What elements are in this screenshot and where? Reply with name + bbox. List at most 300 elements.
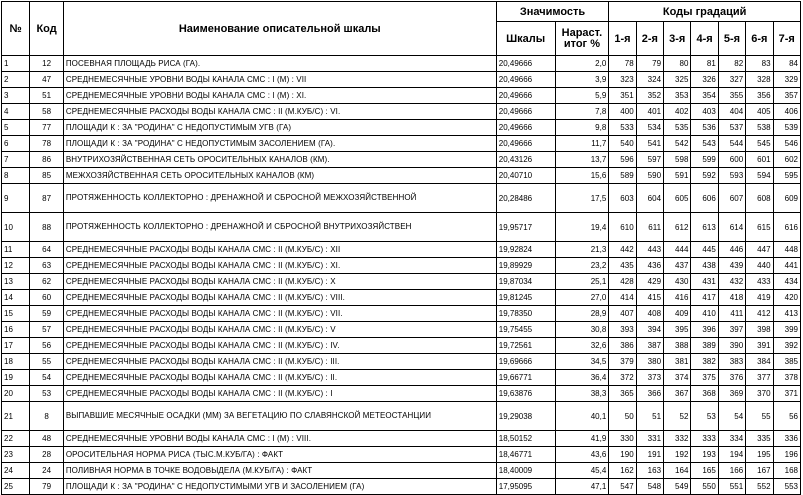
row-grade-5: 194	[718, 447, 745, 463]
row-grade-2: 191	[636, 447, 663, 463]
row-code: 79	[30, 479, 63, 495]
row-cumulative: 25,1	[555, 274, 609, 290]
row-grade-1: 323	[609, 72, 636, 88]
row-grade-2: 352	[636, 88, 663, 104]
row-number: 5	[2, 120, 30, 136]
row-grade-1: 379	[609, 354, 636, 370]
row-grade-7: 329	[773, 72, 800, 88]
row-grade-5: 432	[718, 274, 745, 290]
row-code: 8	[30, 402, 63, 431]
table-row	[2, 447, 801, 463]
row-grade-5: 327	[718, 72, 745, 88]
row-grade-5: 614	[718, 213, 745, 242]
row-grade-6: 83	[746, 56, 773, 72]
row-scale-name: ПОЛИВНАЯ НОРМА В ТОЧКЕ ВОДОВЫДЕЛА (М.КУБ/ГА) : ФАКТ	[63, 463, 496, 479]
row-grade-2: 401	[636, 104, 663, 120]
row-number: 7	[2, 152, 30, 168]
row-grade-2: 366	[636, 386, 663, 402]
row-grade-6: 195	[746, 447, 773, 463]
row-grade-4: 354	[691, 88, 718, 104]
row-grade-7: 413	[773, 306, 800, 322]
row-grade-1: 393	[609, 322, 636, 338]
row-grade-1: 372	[609, 370, 636, 386]
row-grade-3: 325	[664, 72, 691, 88]
row-grade-3: 535	[664, 120, 691, 136]
row-cumulative: 15,6	[555, 168, 609, 184]
row-code: 24	[30, 463, 63, 479]
row-grade-5: 54	[718, 402, 745, 431]
row-cumulative: 13,7	[555, 152, 609, 168]
row-grade-6: 391	[746, 338, 773, 354]
row-grade-7: 56	[773, 402, 800, 431]
row-code: 85	[30, 168, 63, 184]
row-number: 25	[2, 479, 30, 495]
table-row	[2, 386, 801, 402]
row-number: 10	[2, 213, 30, 242]
row-grade-6: 615	[746, 213, 773, 242]
row-grade-7: 168	[773, 463, 800, 479]
row-grade-2: 541	[636, 136, 663, 152]
row-grade-5: 537	[718, 120, 745, 136]
row-grade-3: 374	[664, 370, 691, 386]
row-significance: 17,95095	[496, 479, 555, 495]
row-grade-2: 380	[636, 354, 663, 370]
row-grade-5: 418	[718, 290, 745, 306]
row-number: 21	[2, 402, 30, 431]
row-grade-1: 428	[609, 274, 636, 290]
row-code: 47	[30, 72, 63, 88]
row-cumulative: 41,9	[555, 431, 609, 447]
row-grade-6: 167	[746, 463, 773, 479]
row-scale-name: СРЕДНЕМЕСЯЧНЫЕ РАСХОДЫ ВОДЫ КАНАЛА СМС : II (М.КУБ/С) : IV.	[63, 338, 496, 354]
row-grade-6: 328	[746, 72, 773, 88]
row-grade-5: 334	[718, 431, 745, 447]
row-grade-1: 603	[609, 184, 636, 213]
row-cumulative: 7,8	[555, 104, 609, 120]
row-significance: 18,50152	[496, 431, 555, 447]
row-code: 64	[30, 242, 63, 258]
table-row	[2, 463, 801, 479]
row-grade-7: 441	[773, 258, 800, 274]
header-grade-1: 1-я	[609, 22, 636, 56]
row-grade-2: 597	[636, 152, 663, 168]
row-number: 23	[2, 447, 30, 463]
row-grade-4: 375	[691, 370, 718, 386]
row-grade-3: 416	[664, 290, 691, 306]
row-grade-4: 165	[691, 463, 718, 479]
row-grade-1: 414	[609, 290, 636, 306]
row-significance: 18,40009	[496, 463, 555, 479]
row-scale-name: ПОСЕВНАЯ ПЛОЩАДЬ РИСА (ГА).	[63, 56, 496, 72]
row-cumulative: 38,3	[555, 386, 609, 402]
row-grade-1: 589	[609, 168, 636, 184]
row-grade-6: 545	[746, 136, 773, 152]
row-number: 22	[2, 431, 30, 447]
row-grade-4: 550	[691, 479, 718, 495]
row-grade-7: 196	[773, 447, 800, 463]
row-number: 11	[2, 242, 30, 258]
row-grade-1: 442	[609, 242, 636, 258]
row-grade-6: 447	[746, 242, 773, 258]
row-scale-name: ПРОТЯЖЕННОСТЬ КОЛЛЕКТОРНО : ДРЕНАЖНОЙ И СБРОСНОЙ ВНУТРИХОЗЯЙСТВЕН	[63, 213, 496, 242]
table-row	[2, 184, 801, 213]
row-grade-3: 164	[664, 463, 691, 479]
row-grade-1: 407	[609, 306, 636, 322]
row-scale-name: ВНУТРИХОЗЯЙСТВЕННАЯ СЕТЬ ОРОСИТЕЛЬНЫХ КАНАЛОВ (КМ).	[63, 152, 496, 168]
row-grade-5: 166	[718, 463, 745, 479]
row-grade-7: 609	[773, 184, 800, 213]
row-grade-4: 81	[691, 56, 718, 72]
row-grade-5: 600	[718, 152, 745, 168]
header-num: №	[2, 2, 30, 56]
row-grade-1: 351	[609, 88, 636, 104]
row-grade-6: 55	[746, 402, 773, 431]
row-grade-4: 326	[691, 72, 718, 88]
row-cumulative: 3,9	[555, 72, 609, 88]
row-grade-4: 410	[691, 306, 718, 322]
row-grade-5: 593	[718, 168, 745, 184]
row-grade-2: 51	[636, 402, 663, 431]
row-grade-7: 357	[773, 88, 800, 104]
row-grade-3: 402	[664, 104, 691, 120]
table-row	[2, 136, 801, 152]
table-row	[2, 354, 801, 370]
table-row	[2, 88, 801, 104]
row-cumulative: 34,5	[555, 354, 609, 370]
row-grade-3: 612	[664, 213, 691, 242]
row-scale-name: ПЛОЩАДИ К : ЗА "РОДИНА" С НЕДОПУСТИМЫМ УГВ (ГА)	[63, 120, 496, 136]
row-scale-name: ОРОСИТЕЛЬНАЯ НОРМА РИСА (ТЫС.М.КУБ/ГА) : ФАКТ	[63, 447, 496, 463]
row-grade-4: 613	[691, 213, 718, 242]
row-number: 16	[2, 322, 30, 338]
row-significance: 20,49666	[496, 136, 555, 152]
row-cumulative: 28,9	[555, 306, 609, 322]
row-significance: 19,89929	[496, 258, 555, 274]
row-grade-4: 606	[691, 184, 718, 213]
row-grade-7: 371	[773, 386, 800, 402]
row-grade-6: 552	[746, 479, 773, 495]
row-scale-name: СРЕДНЕМЕСЯЧНЫЕ РАСХОДЫ ВОДЫ КАНАЛА СМС : II (М.КУБ/С) : VI.	[63, 104, 496, 120]
row-grade-2: 373	[636, 370, 663, 386]
row-grade-2: 548	[636, 479, 663, 495]
row-significance: 19,63876	[496, 386, 555, 402]
row-cumulative: 2,0	[555, 56, 609, 72]
row-grade-5: 82	[718, 56, 745, 72]
row-significance: 19,92824	[496, 242, 555, 258]
table-row	[2, 274, 801, 290]
row-number: 18	[2, 354, 30, 370]
row-code: 51	[30, 88, 63, 104]
row-number: 19	[2, 370, 30, 386]
row-grade-1: 547	[609, 479, 636, 495]
row-significance: 20,40710	[496, 168, 555, 184]
header-grade-3: 3-я	[664, 22, 691, 56]
row-grade-7: 406	[773, 104, 800, 120]
table-row	[2, 120, 801, 136]
row-code: 62	[30, 274, 63, 290]
row-cumulative: 30,8	[555, 322, 609, 338]
row-grade-4: 403	[691, 104, 718, 120]
row-grade-7: 448	[773, 242, 800, 258]
header-name: Наименование описательной шкалы	[63, 2, 496, 56]
row-grade-4: 543	[691, 136, 718, 152]
row-significance: 20,49666	[496, 88, 555, 104]
header-scale: Шкалы	[496, 22, 555, 56]
row-grade-4: 193	[691, 447, 718, 463]
row-grade-6: 594	[746, 168, 773, 184]
row-grade-7: 602	[773, 152, 800, 168]
row-cumulative: 43,6	[555, 447, 609, 463]
row-grade-6: 335	[746, 431, 773, 447]
row-grade-5: 446	[718, 242, 745, 258]
header-grad-codes: Коды градаций	[609, 2, 801, 22]
row-number: 17	[2, 338, 30, 354]
row-significance: 19,95717	[496, 213, 555, 242]
row-grade-1: 610	[609, 213, 636, 242]
row-grade-7: 392	[773, 338, 800, 354]
row-code: 88	[30, 213, 63, 242]
row-grade-2: 331	[636, 431, 663, 447]
row-code: 60	[30, 290, 63, 306]
row-grade-4: 417	[691, 290, 718, 306]
row-scale-name: СРЕДНЕМЕСЯЧНЫЕ РАСХОДЫ ВОДЫ КАНАЛА СМС : II (М.КУБ/С) : III.	[63, 354, 496, 370]
row-grade-3: 80	[664, 56, 691, 72]
row-grade-4: 536	[691, 120, 718, 136]
table-row	[2, 370, 801, 386]
table-row	[2, 258, 801, 274]
row-grade-2: 387	[636, 338, 663, 354]
row-code: 48	[30, 431, 63, 447]
row-grade-3: 388	[664, 338, 691, 354]
row-number: 14	[2, 290, 30, 306]
row-grade-2: 163	[636, 463, 663, 479]
row-number: 20	[2, 386, 30, 402]
row-grade-7: 399	[773, 322, 800, 338]
row-grade-5: 404	[718, 104, 745, 120]
row-grade-1: 50	[609, 402, 636, 431]
row-cumulative: 23,2	[555, 258, 609, 274]
row-grade-2: 611	[636, 213, 663, 242]
row-number: 13	[2, 274, 30, 290]
header-cumulative: Нараст. итог %	[555, 22, 609, 56]
row-code: 87	[30, 184, 63, 213]
row-grade-4: 333	[691, 431, 718, 447]
row-grade-3: 598	[664, 152, 691, 168]
row-scale-name: СРЕДНЕМЕСЯЧНЫЕ УРОВНИ ВОДЫ КАНАЛА СМС : I (М) : XI.	[63, 88, 496, 104]
row-grade-4: 396	[691, 322, 718, 338]
row-significance: 19,81245	[496, 290, 555, 306]
row-significance: 20,43126	[496, 152, 555, 168]
row-grade-6: 608	[746, 184, 773, 213]
row-scale-name: ВЫПАВШИЕ МЕСЯЧНЫЕ ОСАДКИ (ММ) ЗА ВЕГЕТАЦИЮ ПО СЛАВЯНСКОЙ МЕТЕОСТАНЦИИ	[63, 402, 496, 431]
row-number: 3	[2, 88, 30, 104]
row-cumulative: 32,6	[555, 338, 609, 354]
row-scale-name: СРЕДНЕМЕСЯЧНЫЕ РАСХОДЫ ВОДЫ КАНАЛА СМС : II (М.КУБ/С) : VII.	[63, 306, 496, 322]
row-grade-1: 78	[609, 56, 636, 72]
row-grade-5: 355	[718, 88, 745, 104]
row-grade-4: 382	[691, 354, 718, 370]
row-scale-name: ПРОТЯЖЕННОСТЬ КОЛЛЕКТОРНО : ДРЕНАЖНОЙ И СБРОСНОЙ МЕЖХОЗЯЙСТВЕННОЙ	[63, 184, 496, 213]
row-grade-1: 386	[609, 338, 636, 354]
row-grade-2: 324	[636, 72, 663, 88]
row-grade-2: 534	[636, 120, 663, 136]
row-cumulative: 36,4	[555, 370, 609, 386]
row-code: 55	[30, 354, 63, 370]
row-grade-6: 370	[746, 386, 773, 402]
row-grade-4: 431	[691, 274, 718, 290]
row-grade-3: 437	[664, 258, 691, 274]
header-row-1	[2, 2, 801, 22]
row-grade-7: 378	[773, 370, 800, 386]
row-grade-6: 419	[746, 290, 773, 306]
header-grade-5: 5-я	[718, 22, 745, 56]
table-row	[2, 322, 801, 338]
row-grade-3: 395	[664, 322, 691, 338]
row-grade-4: 438	[691, 258, 718, 274]
row-grade-5: 390	[718, 338, 745, 354]
header-code: Код	[30, 2, 63, 56]
row-grade-2: 590	[636, 168, 663, 184]
row-grade-6: 440	[746, 258, 773, 274]
table-row	[2, 242, 801, 258]
row-grade-5: 383	[718, 354, 745, 370]
row-significance: 19,72561	[496, 338, 555, 354]
row-grade-5: 376	[718, 370, 745, 386]
row-code: 56	[30, 338, 63, 354]
row-cumulative: 47,1	[555, 479, 609, 495]
row-grade-2: 604	[636, 184, 663, 213]
row-grade-6: 433	[746, 274, 773, 290]
row-grade-7: 336	[773, 431, 800, 447]
table-row	[2, 56, 801, 72]
row-grade-7: 595	[773, 168, 800, 184]
row-code: 54	[30, 370, 63, 386]
row-grade-3: 549	[664, 479, 691, 495]
table-row	[2, 104, 801, 120]
header-grade-4: 4-я	[691, 22, 718, 56]
row-grade-5: 551	[718, 479, 745, 495]
row-cumulative: 21,3	[555, 242, 609, 258]
row-grade-2: 408	[636, 306, 663, 322]
row-significance: 20,28486	[496, 184, 555, 213]
row-cumulative: 27,0	[555, 290, 609, 306]
row-significance: 19,75455	[496, 322, 555, 338]
row-grade-3: 542	[664, 136, 691, 152]
row-grade-5: 411	[718, 306, 745, 322]
row-cumulative: 5,9	[555, 88, 609, 104]
row-grade-6: 398	[746, 322, 773, 338]
row-grade-2: 394	[636, 322, 663, 338]
row-grade-2: 443	[636, 242, 663, 258]
row-scale-name: ПЛОЩАДИ К : ЗА "РОДИНА" С НЕДОПУСТИМЫМИ УГВ И ЗАСОЛЕНИЕМ (ГА)	[63, 479, 496, 495]
row-grade-3: 367	[664, 386, 691, 402]
row-significance: 19,29038	[496, 402, 555, 431]
row-grade-3: 353	[664, 88, 691, 104]
row-grade-1: 596	[609, 152, 636, 168]
row-number: 15	[2, 306, 30, 322]
row-grade-7: 434	[773, 274, 800, 290]
row-scale-name: СРЕДНЕМЕСЯЧНЫЕ РАСХОДЫ ВОДЫ КАНАЛА СМС : II (М.КУБ/С) : XI.	[63, 258, 496, 274]
row-grade-2: 436	[636, 258, 663, 274]
header-significance: Значимость	[496, 2, 609, 22]
row-significance: 20,49666	[496, 104, 555, 120]
row-code: 78	[30, 136, 63, 152]
row-grade-1: 330	[609, 431, 636, 447]
row-grade-3: 332	[664, 431, 691, 447]
row-scale-name: СРЕДНЕМЕСЯЧНЫЕ РАСХОДЫ ВОДЫ КАНАЛА СМС : II (М.КУБ/С) : X	[63, 274, 496, 290]
row-number: 24	[2, 463, 30, 479]
row-cumulative: 17,5	[555, 184, 609, 213]
row-grade-6: 405	[746, 104, 773, 120]
table-row	[2, 213, 801, 242]
row-grade-6: 538	[746, 120, 773, 136]
table-row	[2, 338, 801, 354]
row-grade-4: 368	[691, 386, 718, 402]
row-grade-3: 591	[664, 168, 691, 184]
row-grade-3: 605	[664, 184, 691, 213]
row-grade-4: 389	[691, 338, 718, 354]
table-body	[2, 56, 801, 495]
row-code: 28	[30, 447, 63, 463]
table-row	[2, 402, 801, 431]
row-significance: 19,69666	[496, 354, 555, 370]
row-code: 59	[30, 306, 63, 322]
row-code: 53	[30, 386, 63, 402]
row-grade-5: 397	[718, 322, 745, 338]
row-grade-6: 384	[746, 354, 773, 370]
row-significance: 19,66771	[496, 370, 555, 386]
row-grade-4: 445	[691, 242, 718, 258]
row-grade-2: 415	[636, 290, 663, 306]
row-grade-4: 53	[691, 402, 718, 431]
row-scale-name: СРЕДНЕМЕСЯЧНЫЕ РАСХОДЫ ВОДЫ КАНАЛА СМС : II (М.КУБ/С) : VIII.	[63, 290, 496, 306]
row-grade-1: 435	[609, 258, 636, 274]
row-grade-5: 607	[718, 184, 745, 213]
header-grade-7: 7-я	[773, 22, 800, 56]
row-number: 4	[2, 104, 30, 120]
row-code: 77	[30, 120, 63, 136]
row-grade-5: 439	[718, 258, 745, 274]
row-number: 1	[2, 56, 30, 72]
row-code: 12	[30, 56, 63, 72]
row-grade-7: 385	[773, 354, 800, 370]
row-grade-1: 365	[609, 386, 636, 402]
row-grade-2: 79	[636, 56, 663, 72]
row-significance: 20,49666	[496, 120, 555, 136]
row-grade-3: 192	[664, 447, 691, 463]
table-row	[2, 306, 801, 322]
row-scale-name: СРЕДНЕМЕСЯЧНЫЕ РАСХОДЫ ВОДЫ КАНАЛА СМС : II (М.КУБ/С) : V	[63, 322, 496, 338]
row-grade-1: 533	[609, 120, 636, 136]
row-grade-6: 601	[746, 152, 773, 168]
row-scale-name: СРЕДНЕМЕСЯЧНЫЕ РАСХОДЫ ВОДЫ КАНАЛА СМС : II (М.КУБ/С) : I	[63, 386, 496, 402]
row-scale-name: СРЕДНЕМЕСЯЧНЫЕ УРОВНИ ВОДЫ КАНАЛА СМС : I (М) : VIII.	[63, 431, 496, 447]
row-significance: 19,78350	[496, 306, 555, 322]
row-grade-4: 599	[691, 152, 718, 168]
row-number: 9	[2, 184, 30, 213]
row-scale-name: СРЕДНЕМЕСЯЧНЫЕ РАСХОДЫ ВОДЫ КАНАЛА СМС : II (М.КУБ/С) : XII	[63, 242, 496, 258]
row-grade-3: 409	[664, 306, 691, 322]
row-code: 63	[30, 258, 63, 274]
row-grade-7: 84	[773, 56, 800, 72]
row-grade-1: 400	[609, 104, 636, 120]
row-grade-5: 369	[718, 386, 745, 402]
row-grade-6: 377	[746, 370, 773, 386]
row-scale-name: ПЛОЩАДИ К : ЗА "РОДИНА" С НЕДОПУСТИМЫМ ЗАСОЛЕНИЕМ (ГА).	[63, 136, 496, 152]
table-row	[2, 290, 801, 306]
row-significance: 20,49666	[496, 72, 555, 88]
row-scale-name: МЕЖХОЗЯЙСТВЕННАЯ СЕТЬ ОРОСИТЕЛЬНЫХ КАНАЛОВ (КМ)	[63, 168, 496, 184]
